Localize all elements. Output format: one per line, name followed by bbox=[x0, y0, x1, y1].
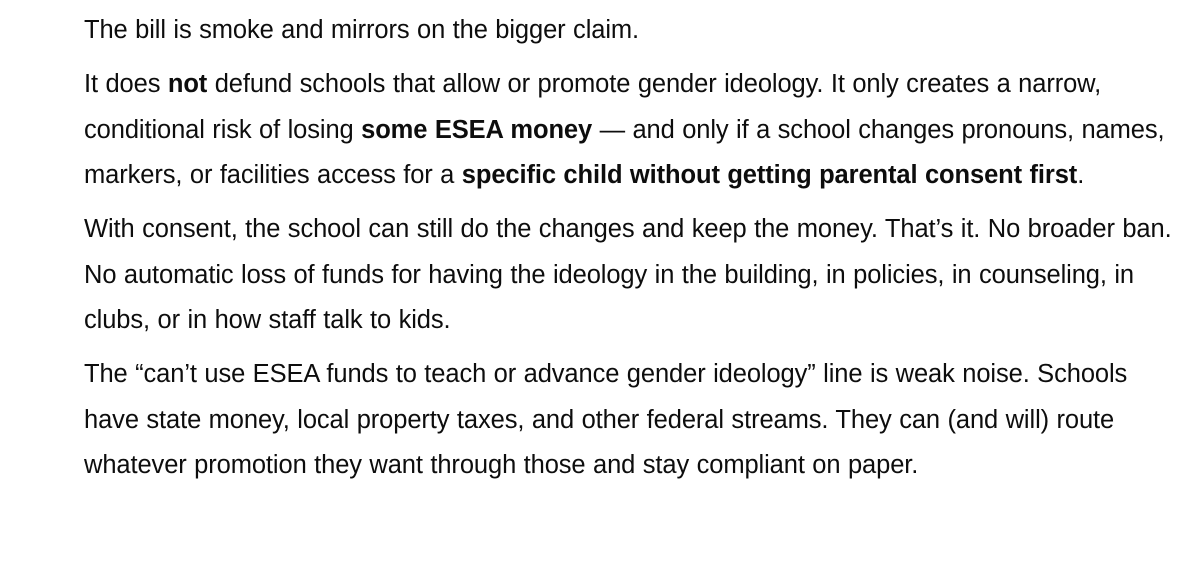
paragraph-2-text-3: — and only if a school changes pronouns, names, markers, or facilities access for a bbox=[84, 115, 1165, 189]
paragraph-3-text: With consent, the school can still do the changes and keep the money. That’s it. No broader ban. No automatic loss of funds for having the ideology in the building, in policies, in counseling, in clubs, or in how staff talk to kids. bbox=[84, 215, 1172, 334]
paragraph-2-text-4: . bbox=[1077, 161, 1085, 189]
paragraph-4-text: The “can’t use ESEA funds to teach or advance gender ideology” line is weak noise. Schools have state money, local property taxes, and other federal streams. They can (and will) route whatever promotion they want through those and stay compliant on paper. bbox=[84, 360, 1128, 479]
paragraph-1 bbox=[84, 8, 1174, 54]
document-body bbox=[84, 8, 1174, 489]
paragraph-2-text-1: It does bbox=[84, 70, 168, 98]
paragraph-2-text-2: defund schools that allow or promote gender ideology. It only creates a narrow, conditional risk of losing bbox=[84, 70, 1102, 144]
paragraph-1-text: The bill is smoke and mirrors on the bigger claim. bbox=[84, 16, 640, 44]
paragraph-3 bbox=[84, 207, 1174, 344]
paragraph-2-emphasis-specific-child: specific child without getting parental consent first bbox=[461, 161, 1078, 189]
paragraph-4 bbox=[84, 352, 1174, 489]
paragraph-2-emphasis-not: not bbox=[167, 70, 208, 98]
paragraph-2-emphasis-esea-money: some ESEA money bbox=[361, 115, 593, 144]
paragraph-2 bbox=[84, 62, 1174, 199]
